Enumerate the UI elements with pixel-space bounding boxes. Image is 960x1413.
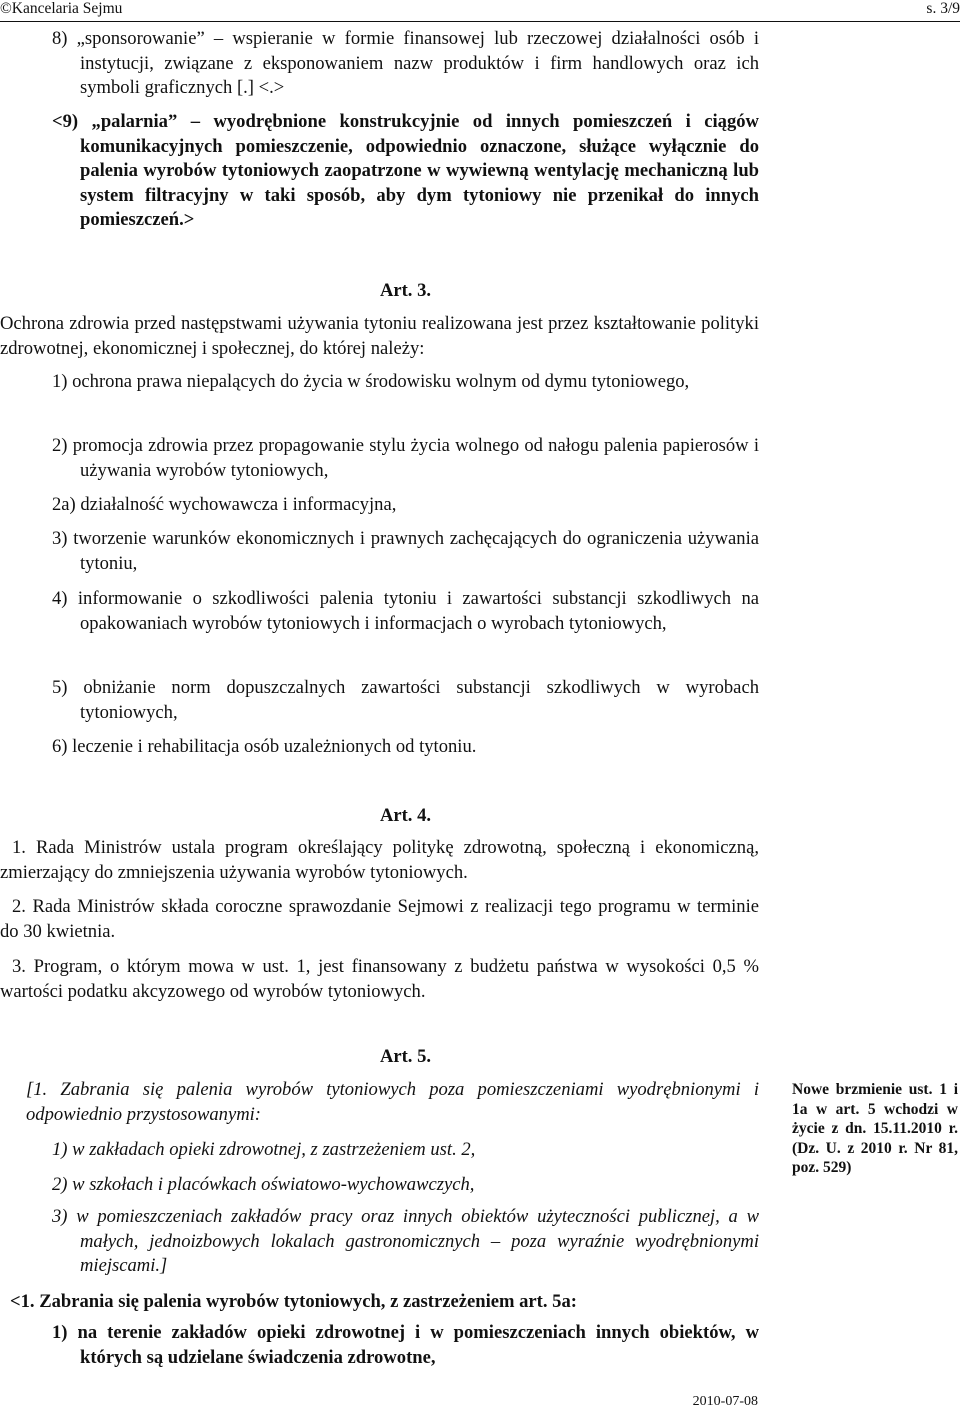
art3-item-5: 5) obniżanie norm dopuszczalnych zawartości substancji szkodliwych w wyrobach tytoniowych, bbox=[52, 677, 759, 723]
art4-item-1 bbox=[0, 836, 759, 885]
art5-new-intro: <1. Zabrania się palenia wyrobów tytoniowych, z zastrzeżeniem art. 5a: bbox=[10, 1291, 577, 1312]
art3-item-4: 4) informowanie o szkodliwości palenia tytoniu i zawartości substancji szkodliwych na opakowaniach wyrobów tytoniowych i informacjach o wyrobach tytoniowych, bbox=[52, 588, 759, 634]
header-source: ©Kancelaria Sejmu bbox=[0, 0, 123, 17]
art5-old-item-3: 3) w pomieszczeniach zakładów pracy oraz innych obiektów użyteczności publicznej, a w małych, jednoizbowych lokalach gastronomicznych – poza wyraźnie wyodrębnionymi miejscami.] bbox=[52, 1206, 759, 1276]
art4-item-3-text: 3. Program, o którym mowa w ust. 1, jest finansowany z budżetu państwa w wysokości 0,5 % wartości podatku akcyzowego od wyrobów tytoniowych. bbox=[0, 956, 759, 1002]
art3-item-1: 1) ochrona prawa niepalących do życia w środowisku wolnym od dymu tytoniowego, bbox=[52, 371, 690, 392]
art2-item-9-amendment: <9) „palarnia” – wyodrębnione konstrukcyjnie od innych pomieszczeń i ciągów komunikacyjnych pomieszczenie, odpowiednio oznaczone, służące wyłącznie do palenia wyrobów tytoniowych zaopatrzone w wywiewną wentylację mechaniczną lub system filtracyjny w taki sposób, aby dym tytoniowy nie przenikał do innych pomieszczeń.> bbox=[52, 111, 759, 230]
art4-item-2-text: 2. Rada Ministrów składa coroczne sprawozdanie Sejmowi z realizacji tego programu w terminie do 30 kwietnia. bbox=[0, 896, 759, 942]
art3-intro: Ochrona zdrowia przed następstwami używania tytoniu realizowana jest przez kształtowanie polityki zdrowotnej, ekonomicznej i społecznej, do której należy: bbox=[0, 313, 759, 359]
art2-item-8: 8) „sponsorowanie” – wspieranie w formie finansowej lub rzeczowej działalności osób i instytucji, związane z eksponowaniem nazw produktów i firm handlowych oraz ich symboli graficznych [.] <.> bbox=[52, 28, 759, 98]
art3-heading: Art. 3. bbox=[379, 280, 432, 301]
art4-item-1-text: 1. Rada Ministrów ustala program określający politykę zdrowotną, społeczną i ekonomiczną, zmierzający do zmniejszenia używania wyrobów tytoniowych. bbox=[0, 837, 759, 883]
art5-old-intro: [1. Zabrania się palenia wyrobów tytoniowych poza pomieszczeniami wyodrębnionymi i odpowiednio przystosowanymi: bbox=[26, 1079, 759, 1125]
art3-item-6: 6) leczenie i rehabilitacja osób uzależnionych od tytoniu. bbox=[52, 736, 477, 757]
footer-date: 2010-07-08 bbox=[692, 1394, 758, 1409]
art4-heading: Art. 4. bbox=[379, 805, 432, 826]
art5-new-item-1: 1) na terenie zakładów opieki zdrowotnej i w pomieszczeniach innych obiektów, w których są udzielane świadczenia zdrowotne, bbox=[52, 1322, 759, 1368]
art4-item-2 bbox=[0, 895, 759, 944]
header-divider bbox=[0, 21, 960, 22]
side-note-amendment: Nowe brzmienie ust. 1 i 1a w art. 5 wchodzi w życie z dn. 15.11.2010 r. (Dz. U. z 2010 r. Nr 81, poz. 529) bbox=[792, 1081, 958, 1176]
art5-heading: Art. 5. bbox=[379, 1046, 432, 1067]
art3-item-3: 3) tworzenie warunków ekonomicznych i prawnych zachęcających do ograniczenia używania tytoniu, bbox=[52, 528, 759, 574]
art3-item-2a: 2a) działalność wychowawcza i informacyjna, bbox=[52, 494, 397, 515]
header-page-number: s. 3/9 bbox=[926, 0, 960, 17]
art3-item-2: 2) promocja zdrowia przez propagowanie stylu życia wolnego od nałogu palenia papierosów i używania wyrobów tytoniowych, bbox=[52, 435, 759, 481]
art5-old-item-1: 1) w zakładach opieki zdrowotnej, z zastrzeżeniem ust. 2, bbox=[52, 1139, 476, 1160]
art4-item-3 bbox=[0, 955, 759, 1004]
art5-old-item-2: 2) w szkołach i placówkach oświatowo-wychowawczych, bbox=[52, 1174, 475, 1195]
